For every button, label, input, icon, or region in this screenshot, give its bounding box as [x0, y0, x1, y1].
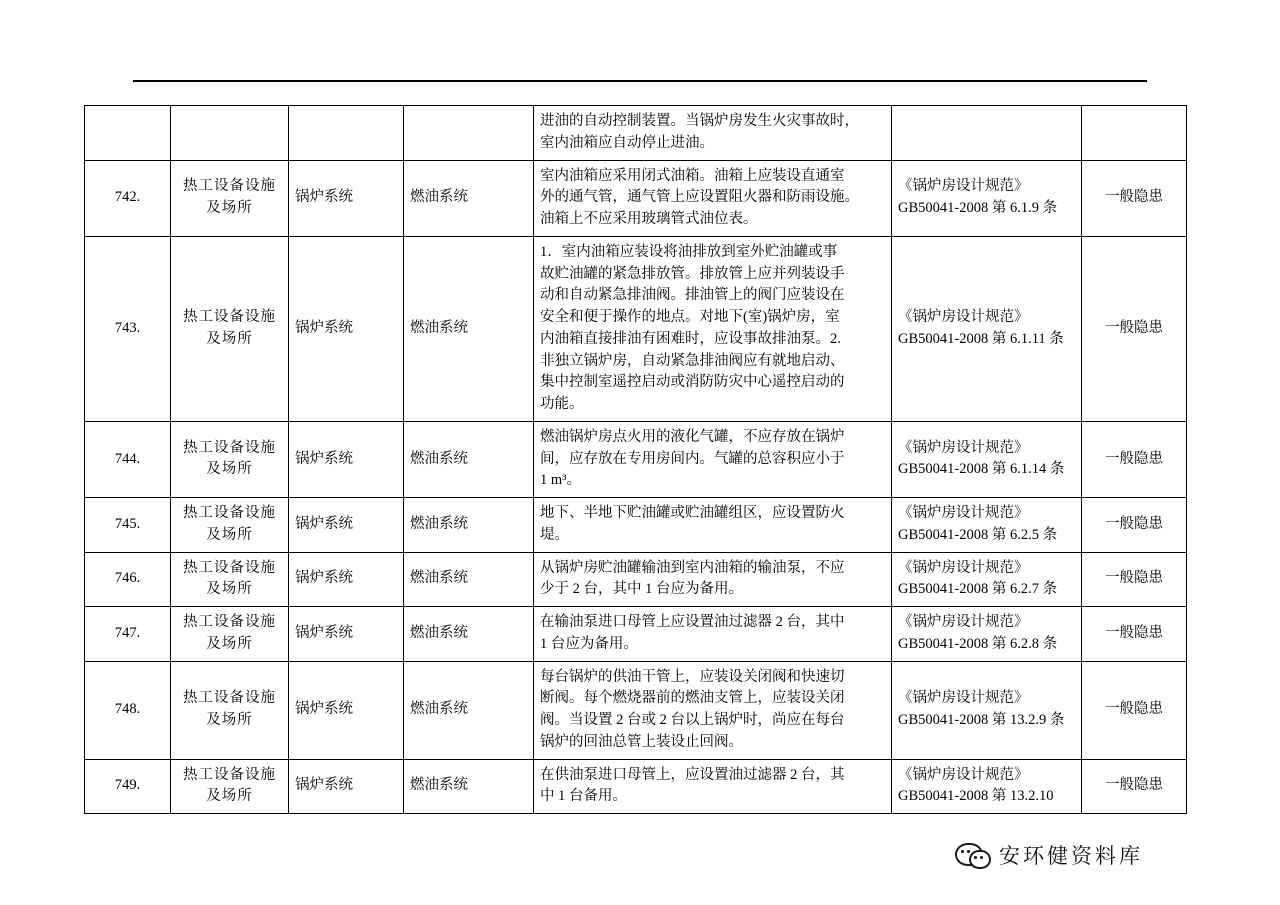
cell-reference: [892, 759, 1082, 814]
reference-line: 《锅炉房设计规范》: [898, 614, 1029, 630]
description-line: 非独立锅炉房，自动紧急排油阀应有就地启动、: [540, 352, 845, 369]
cell-number: 746.: [85, 552, 171, 607]
cell-category: [171, 106, 289, 161]
cell-number: 749.: [85, 759, 171, 814]
description-line: 故贮油罐的紧急排放管。排放管上应并列装设手: [540, 265, 845, 282]
category-line: 及场所: [206, 788, 253, 805]
category-line: 热工设备设施: [183, 309, 276, 325]
cell-number: 748.: [85, 661, 171, 759]
cell-description: [534, 421, 892, 497]
cell-reference: [892, 421, 1082, 497]
reference-line: GB50041-2008 第 6.2.8 条: [898, 635, 1058, 652]
reference-line: GB50041-2008 第 6.2.5 条: [898, 526, 1058, 543]
category-line: 热工设备设施: [183, 178, 276, 195]
description-line: 动和自动紧急排油阀。排油管上的阀门应装设在: [540, 287, 845, 304]
cell-number: 742.: [85, 160, 171, 236]
cell-category: [171, 607, 289, 662]
description-line: 从锅炉房贮油罐输油到室内油箱的输油泵，不应: [540, 559, 845, 576]
description-line: 在供油泵进口母管上，应设置油过滤器 2 台，其: [540, 766, 845, 783]
cell-system: 锅炉系统: [289, 759, 404, 814]
cell-reference: [892, 106, 1082, 161]
table-row: [85, 160, 1187, 236]
description-line: 少于 2 台，其中 1 台应为备用。: [540, 581, 743, 598]
reference-line: 《锅炉房设计规范》: [898, 690, 1029, 707]
reference-line: GB50041-2008 第 6.1.9 条: [898, 200, 1058, 217]
reference-line: GB50041-2008 第 13.2.10: [898, 788, 1054, 805]
category-line: 及场所: [206, 461, 253, 478]
description-line: 进油的自动控制装置。当锅炉房发生火灾事故时，: [540, 113, 859, 129]
table-row: [85, 607, 1187, 662]
cell-subsystem: 燃油系统: [404, 552, 534, 607]
cell-number: 747.: [85, 607, 171, 662]
cell-reference: [892, 236, 1082, 421]
cell-system: 锅炉系统: [289, 236, 404, 421]
reference-line: GB50041-2008 第 6.1.11 条: [898, 330, 1064, 347]
description-line: 1 m³。: [540, 472, 582, 489]
cell-category: [171, 160, 289, 236]
cell-description: [534, 236, 892, 421]
cell-reference: [892, 661, 1082, 759]
table-row: [85, 552, 1187, 607]
cell-description: [534, 498, 892, 553]
header-rule: [133, 80, 1147, 82]
reference-line: 《锅炉房设计规范》: [898, 309, 1029, 325]
cell-number: 744.: [85, 421, 171, 497]
cell-level: 一般隐患: [1082, 552, 1187, 607]
cell-system: 锅炉系统: [289, 160, 404, 236]
hazard-table-container: [84, 105, 1186, 814]
cell-category: [171, 236, 289, 421]
description-line: 锅炉的回油总管上装设止回阀。: [540, 733, 743, 750]
cell-subsystem: 燃油系统: [404, 498, 534, 553]
description-line: 间，应存放在专用房间内。气罐的总容积应小于: [540, 450, 845, 467]
cell-subsystem: [404, 106, 534, 161]
cell-level: 一般隐患: [1082, 759, 1187, 814]
category-line: 热工设备设施: [183, 614, 276, 630]
cell-system: 锅炉系统: [289, 421, 404, 497]
cell-category: [171, 498, 289, 553]
cell-reference: [892, 552, 1082, 607]
footer-brand-text: 安环健资料库: [999, 844, 1143, 868]
cell-system: [289, 106, 404, 161]
cell-category: [171, 759, 289, 814]
cell-subsystem: 燃油系统: [404, 607, 534, 662]
cell-level: 一般隐患: [1082, 661, 1187, 759]
table-row: [85, 236, 1187, 421]
cell-subsystem: 燃油系统: [404, 236, 534, 421]
cell-system: 锅炉系统: [289, 607, 404, 662]
reference-line: GB50041-2008 第 6.1.14 条: [898, 461, 1065, 478]
reference-line: 《锅炉房设计规范》: [898, 439, 1029, 456]
reference-line: 《锅炉房设计规范》: [898, 766, 1029, 783]
description-line: 集中控制室遥控启动或消防防灾中心遥控启动的: [540, 374, 845, 391]
cell-subsystem: 燃油系统: [404, 759, 534, 814]
cell-level: 一般隐患: [1082, 607, 1187, 662]
description-line: 室内油箱应采用闭式油箱。油箱上应装设直通室: [540, 167, 845, 184]
description-line: 1 台应为备用。: [540, 635, 638, 652]
cell-number: [85, 106, 171, 161]
table-row: [85, 106, 1187, 161]
description-line: 外的通气管，通气管上应设置阻火器和防雨设施。: [540, 189, 859, 206]
category-line: 热工设备设施: [183, 439, 276, 456]
category-line: 及场所: [206, 200, 253, 217]
cell-category: [171, 421, 289, 497]
cell-level: 一般隐患: [1082, 421, 1187, 497]
description-line: 地下、半地下贮油罐或贮油罐组区，应设置防火: [540, 505, 845, 521]
description-line: 中 1 台备用。: [540, 788, 627, 805]
cell-description: [534, 759, 892, 814]
cell-description: [534, 160, 892, 236]
reference-line: GB50041-2008 第 13.2.9 条: [898, 712, 1065, 728]
wechat-icon: [955, 841, 989, 869]
cell-level: 一般隐患: [1082, 160, 1187, 236]
category-line: 热工设备设施: [183, 690, 276, 707]
cell-description: [534, 106, 892, 161]
cell-subsystem: 燃油系统: [404, 661, 534, 759]
table-row: [85, 498, 1187, 553]
cell-description: [534, 607, 892, 662]
cell-description: [534, 661, 892, 759]
cell-number: 745.: [85, 498, 171, 553]
description-line: 阀。当设置 2 台或 2 台以上锅炉时，尚应在每台: [540, 712, 845, 728]
cell-reference: [892, 498, 1082, 553]
description-line: 功能。: [540, 396, 584, 412]
description-line: 安全和便于操作的地点。对地下(室)锅炉房，室: [540, 309, 840, 325]
cell-subsystem: 燃油系统: [404, 421, 534, 497]
cell-category: [171, 552, 289, 607]
cell-subsystem: 燃油系统: [404, 160, 534, 236]
cell-system: 锅炉系统: [289, 552, 404, 607]
table-row: [85, 421, 1187, 497]
description-line: 1．室内油箱应装设将油排放到室外贮油罐或事: [540, 243, 838, 260]
category-line: 及场所: [206, 581, 253, 598]
table-row: [85, 661, 1187, 759]
reference-line: GB50041-2008 第 6.2.7 条: [898, 581, 1058, 598]
hazard-table: [84, 105, 1187, 814]
description-line: 燃油锅炉房点火用的液化气罐，不应存放在锅炉: [540, 428, 845, 445]
cell-reference: [892, 160, 1082, 236]
category-line: 热工设备设施: [183, 559, 276, 576]
cell-level: 一般隐患: [1082, 498, 1187, 553]
description-line: 断阀。每个燃烧器前的燃油支管上，应装设关闭: [540, 690, 845, 707]
description-line: 每台锅炉的供油干管上，应装设关闭阀和快速切: [540, 668, 845, 685]
description-line: 室内油箱应自动停止进油。: [540, 134, 714, 151]
cell-description: [534, 552, 892, 607]
footer-branding: [955, 840, 1143, 870]
category-line: 及场所: [206, 330, 253, 347]
cell-category: [171, 661, 289, 759]
category-line: 热工设备设施: [183, 505, 276, 521]
cell-number: 743.: [85, 236, 171, 421]
category-line: 及场所: [206, 635, 253, 652]
description-line: 在输油泵进口母管上应设置油过滤器 2 台，其中: [540, 614, 845, 630]
reference-line: 《锅炉房设计规范》: [898, 559, 1029, 576]
category-line: 热工设备设施: [183, 766, 276, 783]
reference-line: 《锅炉房设计规范》: [898, 178, 1029, 195]
cell-system: 锅炉系统: [289, 661, 404, 759]
description-line: 内油箱直接排油有困难时，应设事故排油泵。2.: [540, 330, 841, 347]
description-line: 堤。: [540, 526, 569, 543]
cell-level: 一般隐患: [1082, 236, 1187, 421]
category-line: 及场所: [206, 526, 253, 543]
cell-level: [1082, 106, 1187, 161]
category-line: 及场所: [206, 712, 253, 728]
reference-line: 《锅炉房设计规范》: [898, 505, 1029, 521]
table-row: [85, 759, 1187, 814]
cell-reference: [892, 607, 1082, 662]
cell-system: 锅炉系统: [289, 498, 404, 553]
description-line: 油箱上不应采用玻璃管式油位表。: [540, 211, 758, 227]
